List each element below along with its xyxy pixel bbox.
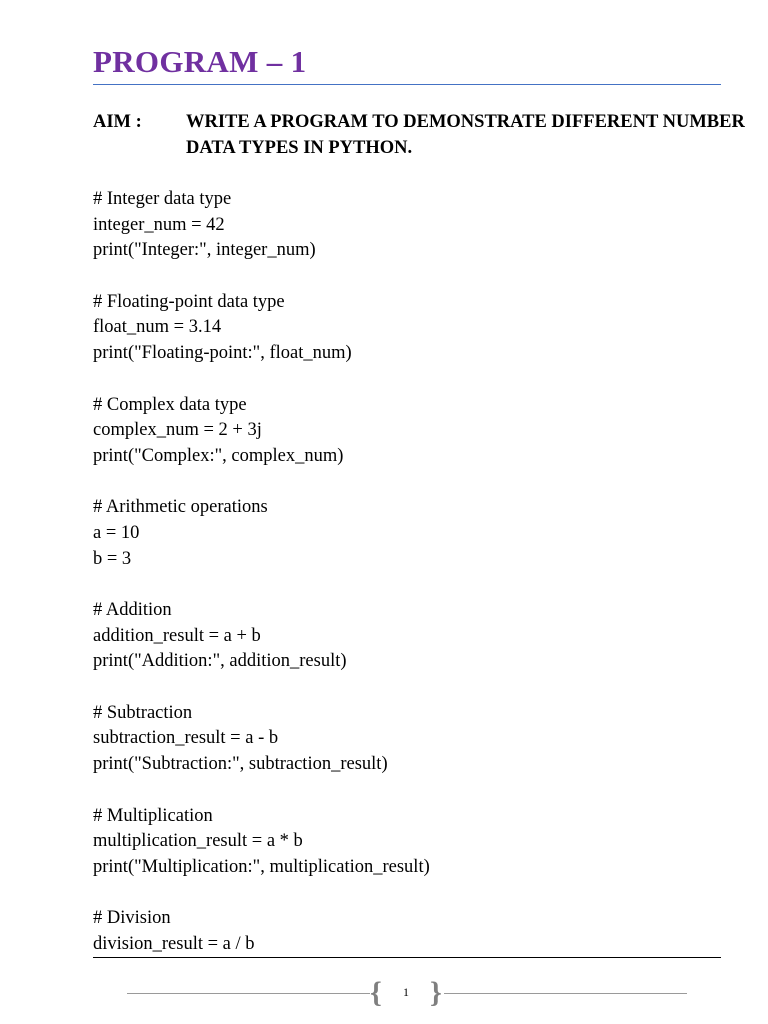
page-bottom-rule [93, 957, 721, 958]
code-line: float_num = 3.14 [93, 317, 222, 338]
blank-line [93, 778, 733, 804]
code-line: subtraction_result = a - b [93, 728, 279, 749]
code-line: print("Subtraction:", subtraction_result) [93, 754, 388, 775]
code-line: integer_num = 42 [93, 214, 225, 235]
blank-line [93, 367, 733, 393]
page-number: 1 [403, 985, 409, 999]
code-line: print("Floating-point:", float_num) [93, 343, 352, 364]
blank-line [93, 572, 733, 598]
code-line: division_result = a / b [93, 933, 255, 954]
footer-line-right [444, 993, 687, 994]
footer-line-left [127, 993, 370, 994]
code-comment-line: # Floating-point data type [93, 291, 285, 312]
code-line: print("Addition:", addition_result) [93, 651, 347, 672]
page-title: PROGRAM – 1 [93, 44, 307, 79]
code-line: print("Complex:", complex_num) [93, 445, 344, 466]
code-line: a = 10 [93, 522, 140, 543]
aim-label: AIM : [93, 112, 142, 132]
code-line: multiplication_result = a * b [93, 831, 303, 852]
code-comment-line: # Subtraction [93, 702, 193, 723]
blank-line [93, 264, 733, 290]
code-listing [93, 187, 733, 958]
blank-line [93, 675, 733, 701]
left-brace-icon: { [370, 976, 382, 1009]
code-line: addition_result = a + b [93, 625, 261, 646]
title-underline [93, 84, 721, 85]
aim-text: WRITE A PROGRAM TO DEMONSTRATE DIFFERENT NUMBER DATA TYPES IN PYTHON. [186, 112, 745, 158]
code-comment-line: # Division [93, 908, 171, 929]
code-line: b = 3 [93, 548, 132, 569]
code-line: print("Integer:", integer_num) [93, 240, 316, 261]
code-comment-line: # Arithmetic operations [93, 497, 268, 518]
blank-line [93, 881, 733, 907]
code-comment-line: # Multiplication [93, 805, 213, 826]
right-brace-icon: } [430, 976, 442, 1009]
code-line: complex_num = 2 + 3j [93, 420, 262, 441]
blank-line [93, 470, 733, 496]
code-comment-line: # Complex data type [93, 394, 247, 415]
code-line: print("Multiplication:", multiplication_result) [93, 856, 430, 877]
code-comment-line: # Addition [93, 600, 172, 620]
code-comment-line: # Integer data type [93, 189, 232, 209]
